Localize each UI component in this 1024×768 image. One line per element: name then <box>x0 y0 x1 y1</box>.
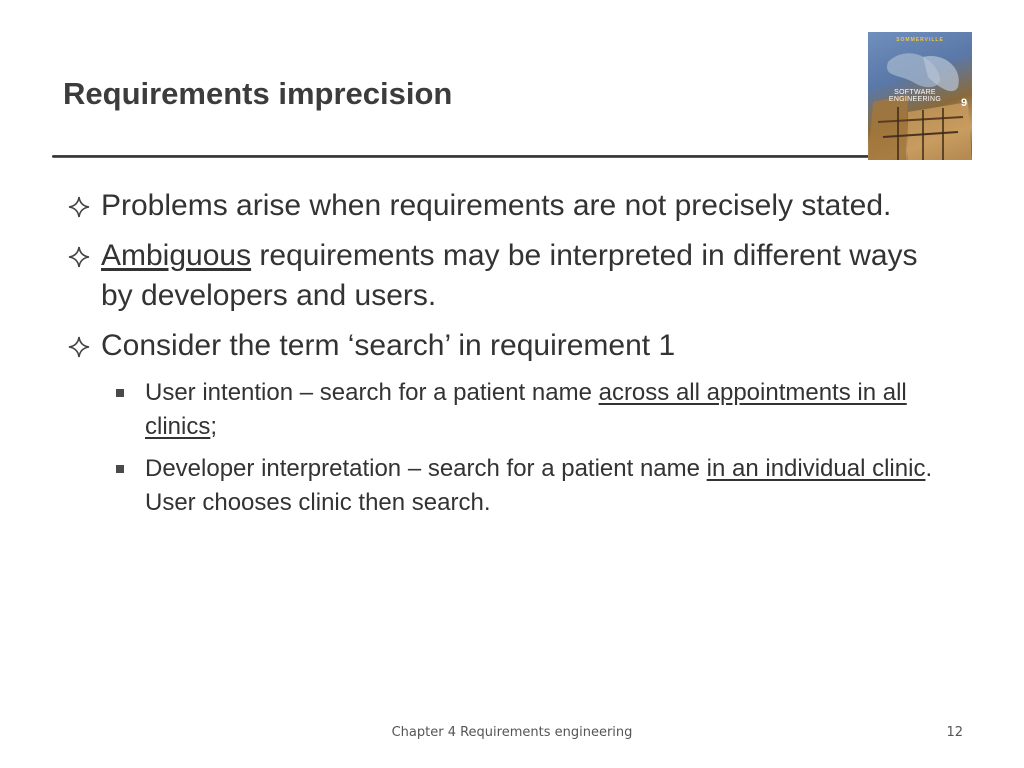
bullet-text: Problems arise when requirements are not precisely stated. <box>101 189 892 222</box>
sub-bullet-item <box>145 452 956 520</box>
sub-bullet-text: Developer interpretation – search for a patient name <box>145 455 707 482</box>
sub-bullet-text-end: . User chooses clinic then search. <box>145 455 933 516</box>
slide-content <box>66 186 956 528</box>
sub-bullet-underlined-text: in an individual clinic <box>706 455 926 482</box>
four-point-star-outline-icon <box>66 186 96 226</box>
book-cover-image <box>868 32 972 160</box>
square-bullet-icon <box>116 389 124 397</box>
book-cover-edition: 9 <box>960 97 968 109</box>
page-number: 12 <box>946 725 963 740</box>
bullet-item <box>66 186 956 226</box>
bullet-text: requirements may be interpreted in different ways by developers and users. <box>101 239 918 312</box>
bullet-item <box>66 236 956 316</box>
four-point-star-outline-icon <box>66 326 96 366</box>
square-bullet-icon <box>116 465 124 473</box>
sub-bullet-text-end: ; <box>210 413 218 440</box>
slide-title: Requirements imprecision <box>63 76 453 111</box>
four-point-star-outline-icon <box>66 236 96 276</box>
sub-bullet-underlined-text: across all appointments in all clinics <box>145 379 907 440</box>
sub-bullet-item <box>145 376 956 444</box>
bullet-text: Consider the term ‘search’ in requirement 1 <box>101 329 676 362</box>
footer-chapter-title: Chapter 4 Requirements engineering <box>391 725 633 740</box>
title-divider <box>52 155 874 158</box>
book-cover-author: SOMMERVILLE <box>896 37 944 43</box>
book-cover-title: SOFTWARE ENGINEERING <box>888 89 942 103</box>
bullet-item <box>66 326 956 366</box>
sub-bullet-text: User intention – search for a patient name <box>145 379 599 406</box>
bullet-underlined-term: Ambiguous <box>101 239 252 272</box>
